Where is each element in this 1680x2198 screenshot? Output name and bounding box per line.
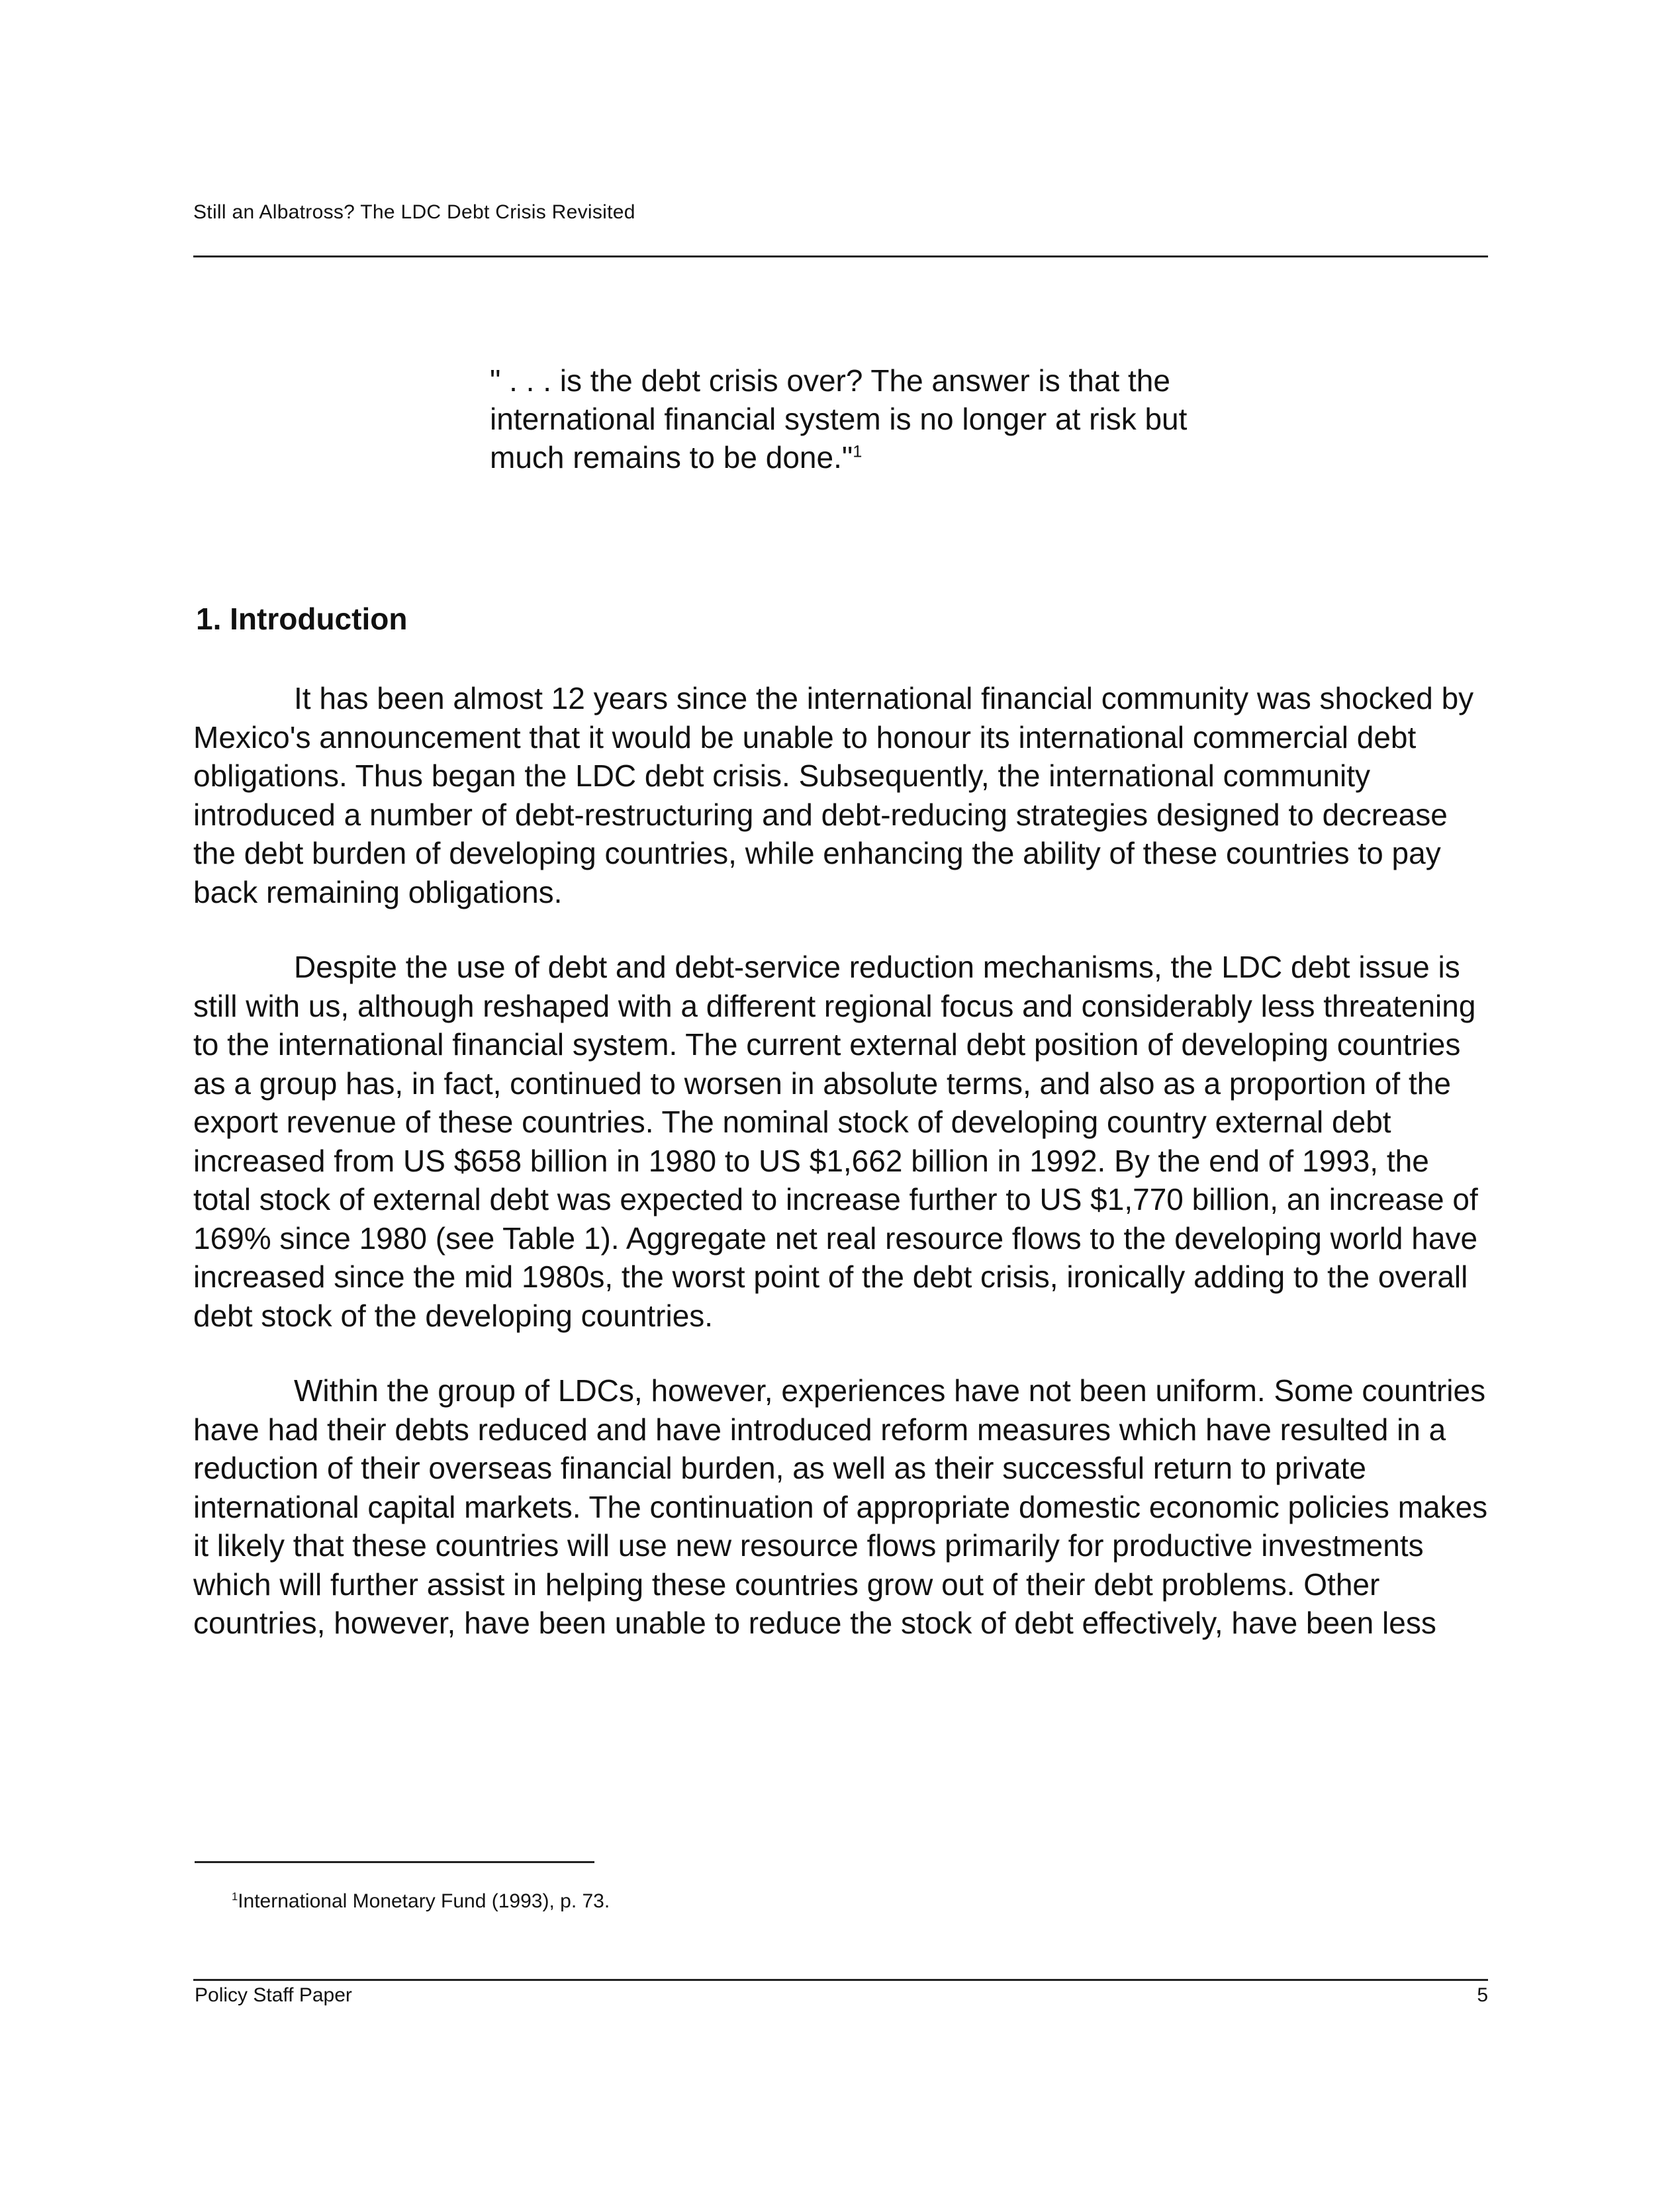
paragraph-2: Despite the use of debt and debt-service reduction mechanisms, the LDC debt issue is still with us, although reshaped with a different regional focus and considerably less threatening to the international financial system. The current external debt position of developing countries as a group has, in fact, continued to worsen in absolute terms, and also as a proportion of the export revenue of these countries. The nominal stock of developing country external debt increased from US $658 billion in 1980 to US $1,662 billion in 1992. By the end of 1993, the total stock of external debt was expected to increase further to US $1,770 billion, an increase of 169% since 1980 (see Table 1). Aggregate net real resource flows to the developing world have increased since the mid 1980s, the worst point of the debt crisis, ironically adding to the overall debt stock of the developing countries.	[193, 950, 1478, 1333]
footnote	[232, 1890, 610, 1913]
running-header: Still an Albatross? The LDC Debt Crisis Revisited	[193, 201, 635, 223]
body-text	[193, 679, 1488, 1679]
header-rule	[193, 255, 1488, 257]
footer-publication: Policy Staff Paper	[195, 1984, 352, 2006]
footnote-rule	[195, 1861, 594, 1863]
page-number: 5	[1477, 1984, 1488, 2006]
epigraph-quote	[490, 361, 1231, 477]
paragraph-3: Within the group of LDCs, however, experiences have not been uniform. Some countries have had their debts reduced and have introduced reform measures which have resulted in a reduction of their overseas financial burden, as well as their successful return to private international capital markets. The continuation of appropriate domestic economic policies makes it likely that these countries will use new resource flows primarily for productive investments which will further assist in helping these countries grow out of their debt problems. Other countries, however, have been unable to reduce the stock of debt effectively, have been less	[193, 1373, 1488, 1640]
footer-rule	[193, 1979, 1488, 1981]
footnote-marker: 1	[232, 1891, 238, 1903]
epigraph-footnote-marker: 1	[853, 442, 863, 461]
footnote-text: International Monetary Fund (1993), p. 73.	[238, 1890, 610, 1912]
epigraph-text: " . . . is the debt crisis over? The answer is that the international financial system is no longer at risk but much remains to be done."	[490, 363, 1188, 475]
paragraph-1: It has been almost 12 years since the international financial community was shocked by Mexico's announcement that it would be unable to honour its international commercial debt obligations. Thus began the LDC debt crisis. Subsequently, the international community introduced a number of debt-restructuring and debt-reducing strategies designed to decrease the debt burden of developing countries, while enhancing the ability of these countries to pay back remaining obligations.	[193, 681, 1474, 909]
section-heading: 1. Introduction	[196, 602, 408, 636]
